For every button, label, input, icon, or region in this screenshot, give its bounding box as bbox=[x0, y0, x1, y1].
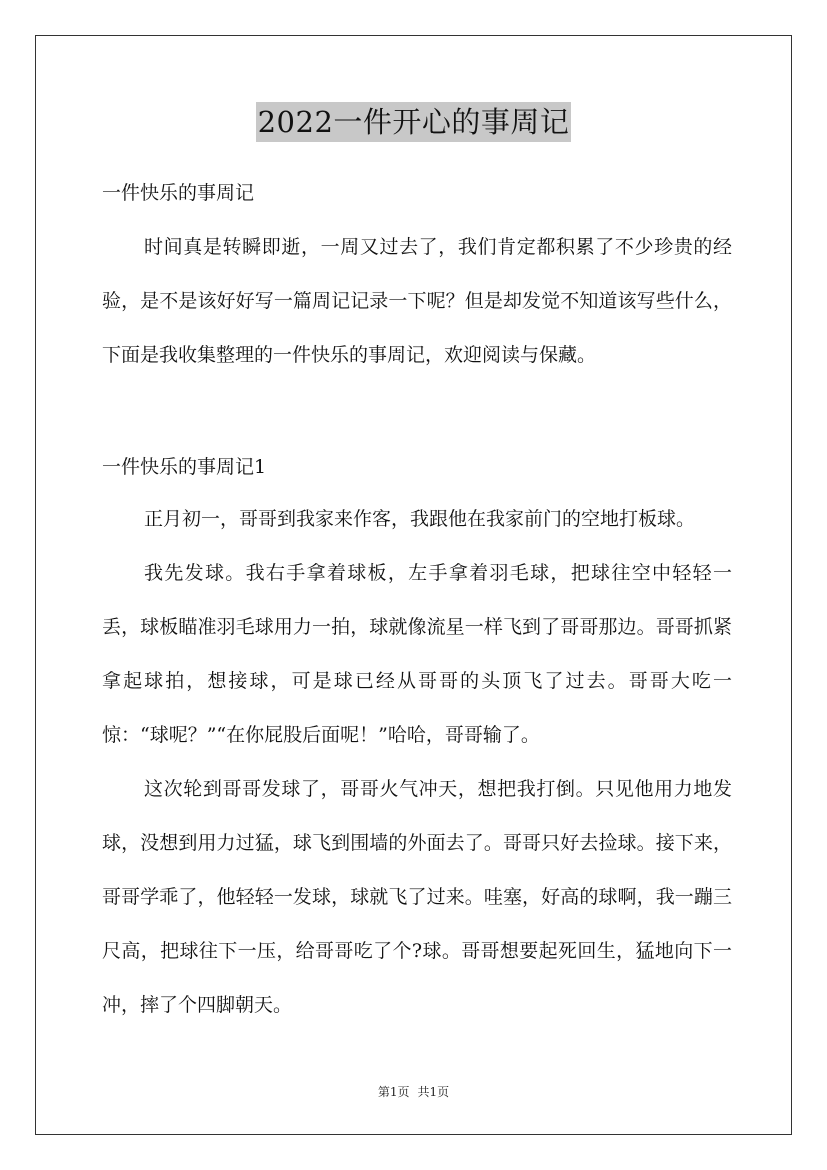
section1-paragraph-1: 正月初一，哥哥到我家来作客，我跟他在我家前门的空地打板球。 bbox=[144, 508, 696, 530]
section1-heading: 一件快乐的事周记1 bbox=[102, 456, 267, 478]
page-total: 共1页 bbox=[417, 1085, 450, 1099]
document-title: 2022一件开心的事周记 bbox=[256, 102, 572, 142]
intro-heading: 一件快乐的事周记 bbox=[102, 182, 255, 204]
section1-paragraph-3: 这次轮到哥哥发球了，哥哥火气冲天，想把我打倒。只见他用力地发球，没想到用力过猛，球飞到围墙的外面去了。哥哥只好去捡球。接下来，哥哥学乖了，他轻轻一发球，球就飞了过来。哇塞，好高的球啊，我一蹦三尺高，把球往下一压，给哥哥吃了个?球。哥哥想要起死回生，猛地向下一冲，摔了个四脚朝天。 bbox=[102, 778, 732, 1016]
title-container bbox=[0, 102, 827, 142]
page-footer bbox=[0, 1084, 827, 1100]
intro-paragraph: 时间真是转瞬即逝，一周又过去了，我们肯定都积累了不少珍贵的经验，是不是该好好写一篇周记记录一下呢？但是却发觉不知道该写些什么，下面是我收集整理的一件快乐的事周记，欢迎阅读与保藏。 bbox=[102, 236, 732, 366]
section1-paragraph-2: 我先发球。我右手拿着球板，左手拿着羽毛球，把球往空中轻轻一丢，球板瞄准羽毛球用力一拍，球就像流星一样飞到了哥哥那边。哥哥抓紧拿起球拍，想接球，可是球已经从哥哥的头顶飞了过去。哥哥大吃一惊：“球呢？”“在你屁股后面呢！”哈哈，哥哥输了。 bbox=[102, 562, 732, 746]
page-number: 第1页 bbox=[377, 1085, 410, 1099]
